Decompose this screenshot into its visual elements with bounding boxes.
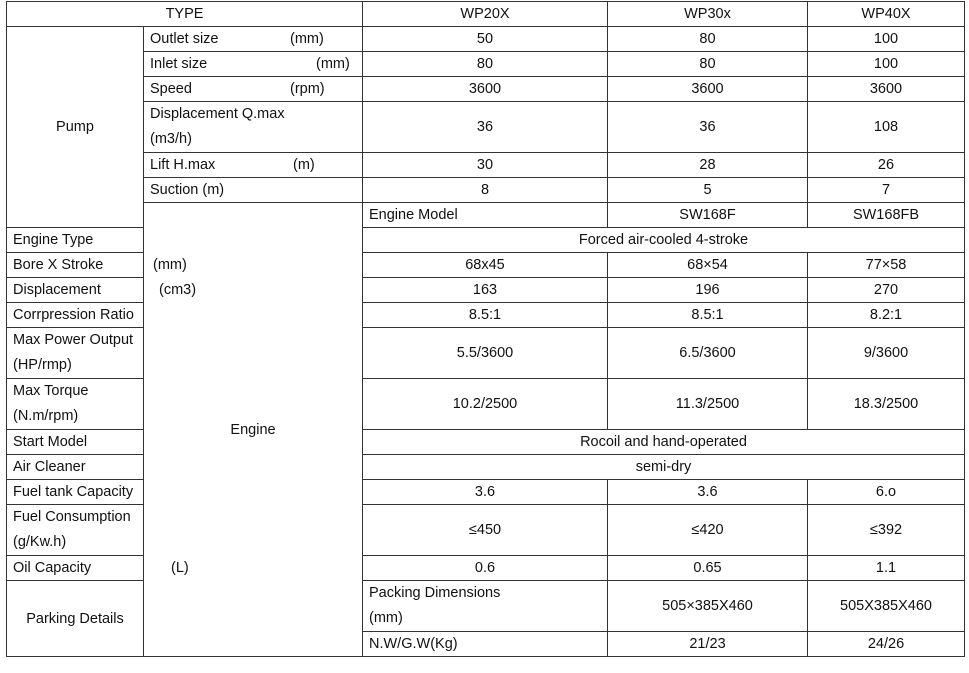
row-label: Corrpression Ratio [7, 303, 144, 328]
value-cell: 68x45 [363, 253, 608, 278]
param-unit: (cm3) [159, 282, 197, 298]
param-name: Bore X Stroke [13, 257, 104, 273]
row-label [144, 77, 363, 102]
table-row [7, 178, 965, 203]
value-cell: SW168F [608, 203, 808, 228]
value-cell: 7 [808, 178, 965, 203]
param-unit: (L) [171, 560, 189, 576]
table-row [7, 102, 965, 153]
model-header-2: WP30x [608, 2, 808, 27]
merged-value-cell: Forced air-cooled 4-stroke [363, 228, 965, 253]
param-name: Max Torque [13, 383, 89, 399]
merged-value-cell: Rocoil and hand-operated [363, 430, 965, 455]
value-cell: ≤392 [808, 505, 965, 556]
value-cell: 21/23 [608, 632, 808, 657]
value-cell: 5.5/3600 [363, 328, 608, 379]
value-cell: 0.65 [608, 556, 808, 581]
value-cell: 0.6 [363, 556, 608, 581]
value-cell: 3600 [363, 77, 608, 102]
value-cell: 100 [808, 27, 965, 52]
row-label [7, 556, 189, 581]
value-cell: 270 [808, 278, 965, 303]
table-row [7, 77, 965, 102]
type-header: TYPE [7, 2, 363, 27]
value-cell: 10.2/2500 [363, 379, 608, 430]
param-name: Oil Capacity [13, 560, 92, 576]
row-label: Engine Model [363, 203, 608, 228]
param-unit: (N.m/rpm) [13, 408, 79, 424]
value-cell: 30 [363, 153, 608, 178]
value-cell: 77×58 [808, 253, 965, 278]
value-cell: ≤420 [608, 505, 808, 556]
param-unit: (g/Kw.h) [13, 534, 67, 550]
merged-value-cell: semi-dry [363, 455, 965, 480]
param-name: Displacement Q.max [150, 106, 285, 122]
value-cell: 1.1 [808, 556, 965, 581]
row-label [7, 328, 144, 379]
param-unit: (mm) [369, 610, 403, 626]
param-unit: (mm) [153, 257, 187, 273]
value-cell: 26 [808, 153, 965, 178]
param-unit: (mm) [290, 31, 324, 47]
row-label [144, 52, 363, 77]
value-cell: 3600 [808, 77, 965, 102]
value-cell: 108 [808, 102, 965, 153]
param-unit: (rpm) [290, 81, 325, 97]
row-label [7, 505, 144, 556]
table-row [7, 203, 965, 228]
row-label [144, 153, 363, 178]
param-name: Inlet size [150, 56, 208, 72]
row-label: N.W/G.W(Kg) [363, 632, 608, 657]
value-cell: 505×385X460 [608, 581, 808, 632]
row-label: Engine Type [7, 228, 144, 253]
value-cell: 8.5:1 [608, 303, 808, 328]
value-cell: 196 [608, 278, 808, 303]
value-cell: 3600 [608, 77, 808, 102]
value-cell: 8.2:1 [808, 303, 965, 328]
value-cell: 80 [608, 27, 808, 52]
row-label [7, 253, 187, 278]
value-cell: 36 [608, 102, 808, 153]
value-cell: 11.3/2500 [608, 379, 808, 430]
model-header-3: WP40X [808, 2, 965, 27]
group-label-engine: Engine [144, 203, 363, 657]
row-label [363, 581, 608, 632]
row-label [144, 27, 363, 52]
row-label [7, 278, 197, 303]
value-cell: 18.3/2500 [808, 379, 965, 430]
value-cell: 3.6 [363, 480, 608, 505]
value-cell: 3.6 [608, 480, 808, 505]
value-cell: 6.5/3600 [608, 328, 808, 379]
header-row [7, 2, 965, 27]
value-cell: 100 [808, 52, 965, 77]
param-name: Outlet size [150, 31, 219, 47]
table-row [7, 27, 965, 52]
value-cell: 28 [608, 153, 808, 178]
row-label: Fuel tank Capacity [7, 480, 144, 505]
value-cell: 6.o [808, 480, 965, 505]
row-label [7, 379, 144, 430]
param-unit: (m) [293, 157, 315, 173]
row-label: Start Model [7, 430, 144, 455]
row-label [144, 102, 363, 153]
param-name: Packing Dimensions [369, 585, 501, 601]
model-header-1: WP20X [363, 2, 608, 27]
value-cell: 80 [608, 52, 808, 77]
table-row [7, 153, 965, 178]
group-label-pump: Pump [7, 27, 144, 228]
group-label-parking: Parking Details [7, 581, 144, 657]
value-cell: 9/3600 [808, 328, 965, 379]
param-name: Speed [150, 81, 192, 97]
row-label: Suction (m) [144, 178, 363, 203]
param-name: Max Power Output [13, 332, 134, 348]
param-name: Displacement [13, 282, 101, 298]
spec-table [6, 1, 965, 657]
value-cell: 24/26 [808, 632, 965, 657]
value-cell: SW168FB [808, 203, 965, 228]
param-unit: (m3/h) [150, 131, 192, 147]
param-unit: (HP/rmp) [13, 357, 72, 373]
value-cell: 5 [608, 178, 808, 203]
value-cell: 8.5:1 [363, 303, 608, 328]
table-row [7, 52, 965, 77]
value-cell: 68×54 [608, 253, 808, 278]
param-name: Fuel Consumption [13, 509, 131, 525]
value-cell: 8 [363, 178, 608, 203]
value-cell: 80 [363, 52, 608, 77]
value-cell: ≤450 [363, 505, 608, 556]
value-cell: 36 [363, 102, 608, 153]
row-label: Air Cleaner [7, 455, 144, 480]
param-name: Lift H.max [150, 157, 216, 173]
value-cell: 163 [363, 278, 608, 303]
value-cell: 50 [363, 27, 608, 52]
param-unit: (mm) [316, 56, 350, 72]
value-cell: 505X385X460 [808, 581, 965, 632]
